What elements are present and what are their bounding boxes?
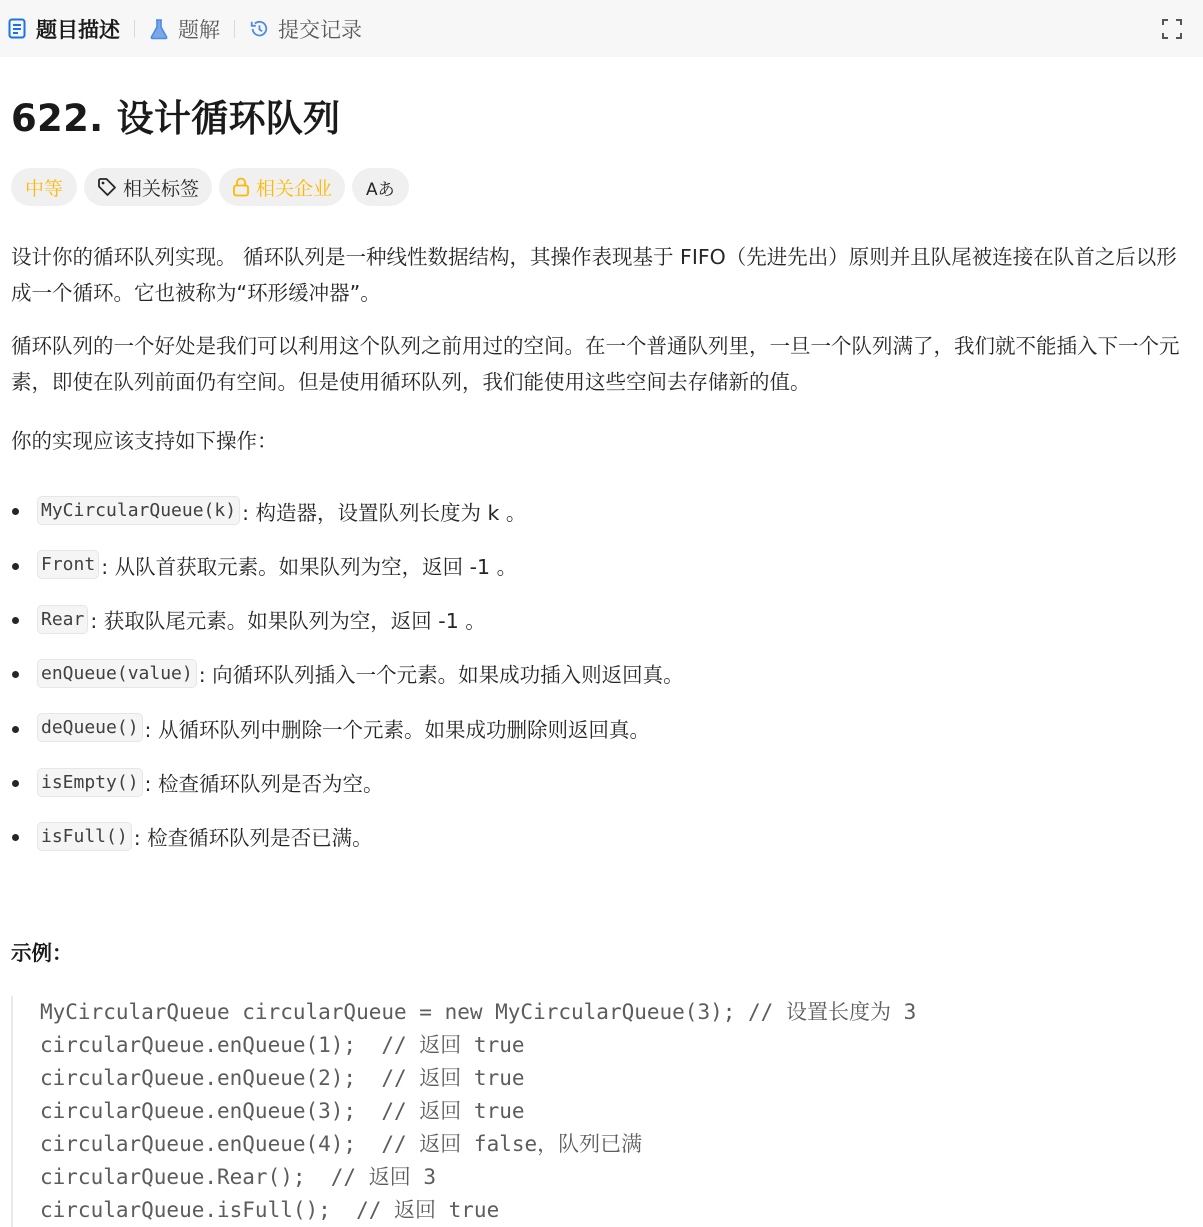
fullscreen-icon[interactable] xyxy=(1161,18,1183,40)
tab-description[interactable] xyxy=(7,0,120,57)
flask-icon xyxy=(149,18,169,40)
list-item-text: : 检查循环队列是否为空。 xyxy=(144,772,384,797)
inline-code: Front xyxy=(37,550,99,579)
description-paragraph: 设计你的循环队列实现。 循环队列是一种线性数据结构，其操作表现基于 FIFO（先进先出）原则并且队尾被连接在队首之后以形成一个循环。它也被称为“环形缓冲器”。 xyxy=(11,245,1177,306)
list-item xyxy=(11,809,1203,863)
code-line: circularQueue.Rear(); // 返回 3 xyxy=(40,1165,437,1190)
inline-code: isFull() xyxy=(37,822,132,851)
tab-solutions[interactable] xyxy=(149,0,220,57)
bullet xyxy=(12,671,19,678)
list-item-text: : 检查循环队列是否已满。 xyxy=(133,826,373,851)
list-item xyxy=(11,483,1203,537)
description-paragraph: 循环队列的一个好处是我们可以利用这个队列之前用过的空间。在一个普通队列里，一旦一个队列满了，我们就不能插入下一个元素，即使在队列前面仍有空间。但是使用循环队列，我们能使用这些空间去存储新的值。 xyxy=(11,334,1180,395)
problem-title: 622. 设计循环队列 xyxy=(11,97,341,140)
inline-code: isEmpty() xyxy=(37,768,143,797)
translate-toggle[interactable] xyxy=(352,168,409,206)
related-companies-label: 相关企业 xyxy=(256,177,333,200)
list-item xyxy=(11,646,1203,700)
list-item-text: : 从队首获取元素。如果队列为空，返回 -1 。 xyxy=(101,554,518,579)
bullet xyxy=(12,834,19,841)
example-heading: 示例： xyxy=(11,941,73,966)
description-paragraph: 你的实现应该支持如下操作： xyxy=(11,429,278,454)
tab-bar xyxy=(0,0,1203,57)
history-icon xyxy=(249,18,269,40)
tab-divider xyxy=(134,20,135,38)
code-line: circularQueue.isFull(); // 返回 true xyxy=(40,1198,500,1223)
code-line: circularQueue.enQueue(2); // 返回 true xyxy=(40,1066,525,1091)
code-line: circularQueue.enQueue(3); // 返回 true xyxy=(40,1099,525,1124)
tab-submissions[interactable] xyxy=(249,0,362,57)
related-tags-button[interactable] xyxy=(84,168,212,206)
translate-icon: Aあ xyxy=(366,179,395,200)
example-code-block xyxy=(11,996,1203,1227)
code-line: MyCircularQueue circularQueue = new MyCircularQueue(3); // 设置长度为 3 xyxy=(40,1000,917,1025)
bullet xyxy=(12,780,19,787)
tab-description-label: 题目描述 xyxy=(36,17,120,42)
operations-list xyxy=(11,483,1203,863)
tag-icon xyxy=(97,177,117,197)
inline-code: deQueue() xyxy=(37,713,143,742)
inline-code: enQueue(value) xyxy=(37,659,197,688)
list-item-text: : 向循环队列插入一个元素。如果成功插入则返回真。 xyxy=(198,663,684,688)
list-item xyxy=(11,701,1203,755)
list-item-text: : 从循环队列中删除一个元素。如果成功删除则返回真。 xyxy=(144,717,650,742)
list-item xyxy=(11,592,1203,646)
tab-divider xyxy=(234,20,235,38)
related-tags-label: 相关标签 xyxy=(123,177,200,200)
inline-code: Rear xyxy=(37,605,88,634)
tab-submissions-label: 提交记录 xyxy=(278,17,362,42)
list-item xyxy=(11,538,1203,592)
bullet xyxy=(12,726,19,733)
code-line: circularQueue.enQueue(1); // 返回 true xyxy=(40,1033,525,1058)
difficulty-badge: 中等 xyxy=(11,168,77,206)
inline-code: MyCircularQueue(k) xyxy=(37,496,240,525)
tab-solutions-label: 题解 xyxy=(178,17,220,42)
bullet xyxy=(12,508,19,515)
lock-icon xyxy=(232,177,250,197)
code-line: circularQueue.enQueue(4); // 返回 false，队列已满 xyxy=(40,1132,643,1157)
list-item-text: : 构造器，设置队列长度为 k 。 xyxy=(242,500,527,525)
document-icon xyxy=(7,18,27,40)
problem-content xyxy=(0,57,1203,1227)
bullet xyxy=(12,563,19,570)
bullet xyxy=(12,617,19,624)
list-item-text: : 获取队尾元素。如果队列为空，返回 -1 。 xyxy=(90,609,486,634)
related-companies-button[interactable] xyxy=(219,168,345,206)
problem-chips xyxy=(11,168,1203,206)
list-item xyxy=(11,755,1203,809)
